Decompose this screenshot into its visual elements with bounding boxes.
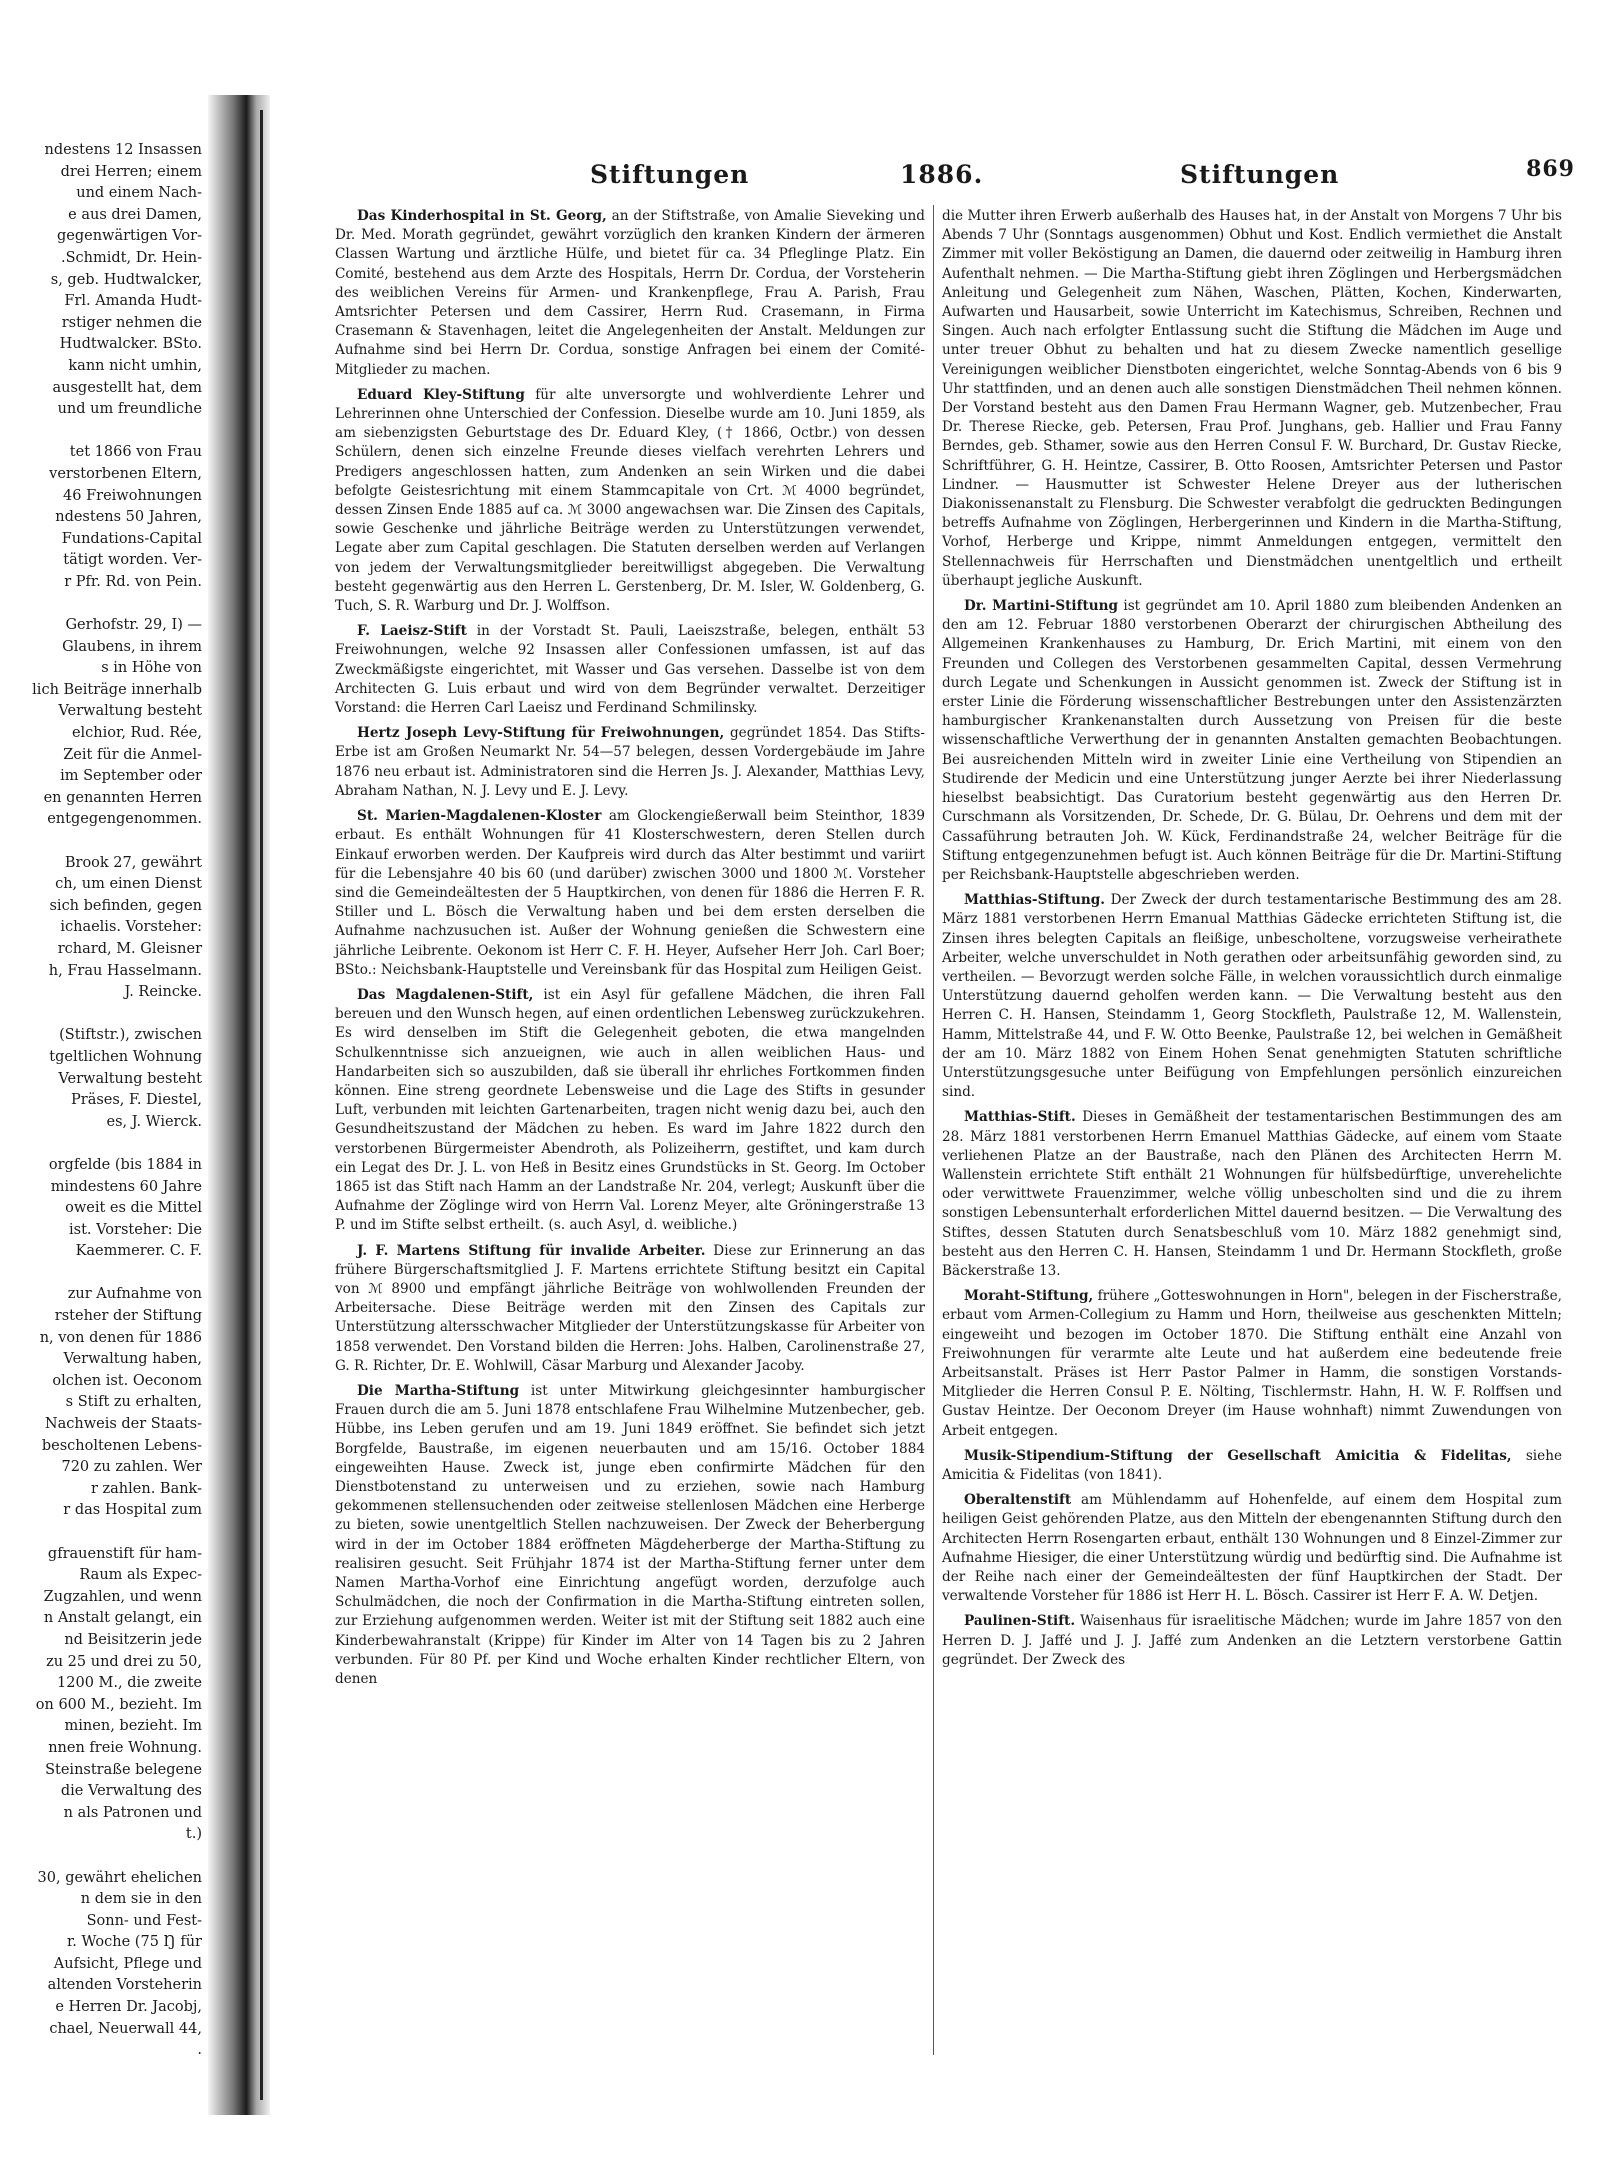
left-strip-line: orgfelde (bis 1884 in <box>48 1156 202 1173</box>
left-strip-line: bescholtenen Lebens- <box>41 1437 202 1454</box>
foundation-entry <box>942 1108 1562 1281</box>
left-strip-line: .Schmidt, Dr. Hein- <box>61 249 202 266</box>
left-strip-line: n, von denen für 1886 <box>39 1329 202 1346</box>
left-strip-line: n als Patronen und <box>63 1804 202 1821</box>
left-strip-line: olchen ist. Oeconom <box>52 1372 202 1389</box>
left-strip-line: elchior, Rud. Rée, <box>71 725 202 742</box>
left-strip-line: r. Woche (75 Ŋ für <box>66 1934 202 1951</box>
entry-heading: Paulinen-Stift. <box>964 1613 1076 1630</box>
column-divider <box>933 205 934 2055</box>
entry-text: frühere „Gotteswohnungen in Horn", belegen in der Fischerstraße, erbaut vom Armen-Collegium zu Hamm und Horn, theilweise aus geschenkten Mitteln; eingeweiht und bezogen im October 1870. Die Stiftung enthält eine Anzahl von Freiwohnungen für verarmte alte Leute und hat außerdem eine bedeutende freie Arbeitsanstalt. Präses ist Herr Pastor Palmer in Hamm, die sonstigen Vorstands-Mitglieder die Herren Consul P. E. Nölting, Tischlermstr. Hahn, H. W. F. Rolffsen und Gustav Heintze. Der Oeconom Dreyer (im Hause wohnhaft) nimmt Zuwendungen von Arbeit entgegen. <box>942 1288 1562 1439</box>
entry-heading: Musik-Stipendium-Stiftung der Gesellschaft Amicitia & Fidelitas, <box>964 1447 1512 1464</box>
left-strip-line: h, Frau Hasselmann. <box>48 962 202 979</box>
left-strip-line: tätigt worden. Ver- <box>63 552 202 569</box>
left-strip-line: Raum als Expec- <box>79 1567 202 1584</box>
left-strip-line: ch, um einen Dienst <box>55 876 202 893</box>
left-strip-line: oweit es die Mittel <box>65 1200 202 1217</box>
left-strip-line: rsteher der Stiftung <box>54 1308 202 1325</box>
left-strip-line <box>0 1846 206 1868</box>
foundation-entry <box>335 986 925 1236</box>
entry-text: ist ein Asyl für gefallene Mädchen, die ihren Fall bereuen und den Wunsch hegen, auf einen ordentlichen Lebensweg zurückzukehren. Es wird denselben im Stift die Gelegenheit geboten, die etwa mangelnden Schulkenntnisse sich anzueignen, wie auch in allen weiblichen Haus- und Handarbeiten sich so auszubilden, daß sie überall ihr ehrliches Fortkommen finden können. Eine streng geordnete Lebensweise und die Lage des Stifts in gesunder Luft, verbunden mit leichten Gartenarbeiten, tragen nicht wenig dazu bei, auch den Gesundheitszustand der Mädchen zu heben. Es ward im Jahre 1822 durch den verstorbenen Bürgermeister Abendroth, als Polizeiherrn, gestiftet, und kam durch ein Legat des Dr. J. L. von Heß in Besitz eines Grundstücks in St. Georg. Im October 1865 ist das Stift nach Hamm an der Landstraße Nr. 204, verlegt; Auskunft über die Aufnahme der Zöglinge wird von Herrn Val. Lorenz Meyer, alte Gröningerstraße 13 P. und im Stifte selbst ertheilt. (s. auch Asyl, d. weibliche.) <box>335 986 925 1234</box>
left-strip-line: Sonn- und Fest- <box>86 1912 202 1929</box>
left-strip-line: Glaubens, in ihrem <box>62 638 202 655</box>
running-head-right: Stiftungen <box>1180 160 1340 189</box>
running-head-year: 1886. <box>900 160 984 189</box>
left-strip-line: drei Herren; einem <box>60 163 202 180</box>
left-strip-line: verstorbenen Eltern, <box>49 465 202 482</box>
entry-heading: Die Martha-Stiftung <box>357 1382 520 1399</box>
left-strip-line: sich befinden, gegen <box>49 897 202 914</box>
entry-text: gegründet 1854. Das Stifts-Erbe ist am Großen Neumarkt Nr. 54—57 belegen, dessen Vordergebäude im Jahre 1876 neu erbaut ist. Administratoren sind die Herren Js. J. Alexander, Matthias Levy, Abraham Nathan, N. J. Levy und E. J. Levy. <box>335 725 925 799</box>
foundation-entry <box>335 1382 925 1689</box>
foundation-entry <box>942 891 1562 1102</box>
left-strip-line <box>0 421 206 443</box>
foundation-entry <box>942 597 1562 885</box>
entry-heading: Moraht-Stiftung, <box>964 1288 1094 1305</box>
foundation-entry <box>335 1242 925 1376</box>
foundation-entry <box>942 1612 1562 1670</box>
page-header <box>335 156 1575 198</box>
foundation-entry <box>942 1447 1562 1485</box>
left-strip-line: Gerhofstr. 29, I) — <box>65 617 202 634</box>
left-strip-line: s in Höhe von <box>101 660 202 677</box>
left-strip-line: en genannten Herren <box>43 789 202 806</box>
entry-text: siehe Amicitia & Fidelitas (von 1841). <box>942 1447 1562 1483</box>
left-strip-line: ist. Vorsteher: Die <box>69 1221 202 1238</box>
left-strip-line: Fundations-Capital <box>61 530 202 547</box>
left-strip-line: Nachweis der Staats- <box>44 1416 202 1433</box>
left-strip-line: s, geb. Hudtwalcker, <box>50 271 202 288</box>
left-strip-line: ausgestellt hat, dem <box>52 379 202 396</box>
entry-heading: Oberaltenstift <box>964 1492 1072 1509</box>
foundation-entry <box>335 207 925 380</box>
entry-text: am Glockengießerwall beim Steinthor, 1839 erbaut. Es enthält Wohnungen für 41 Klosterschwestern, deren Stellen durch Einkauf erworben werden. Der Kaufpreis wird durch das Alter bestimmt und variirt für die Lebensjahre 40 bis 60 (und darüber) zwischen 3000 und 1800 ℳ. Vorsteher sind die Gemeindeältesten der 5 Hauptkirchen, von denen für 1886 die Herren F. R. Stiller und L. Bösch die Verwaltung haben und bei dem ersten derselben die Aufnahme nachzusuchen ist. Außer der Wohnung genießen die Schwestern eine jährliche Leibrente. Oekonom ist Herr C. F. H. Heyer, Aufseher Herr Joh. Carl Boer; BSto.: Neichsbank-Hauptstelle und Vereinsbank für das Hospital zum Heiligen Geist. <box>335 808 926 978</box>
left-strip-line <box>0 593 206 615</box>
left-strip-line: J. Reincke. <box>124 984 202 1001</box>
left-strip-line: rstiger nehmen die <box>61 314 202 331</box>
left-strip-line: s Stift zu erhalten, <box>65 1394 202 1411</box>
left-strip-line: lich Beiträge innerhalb <box>32 681 202 698</box>
page-number: 869 <box>1526 156 1575 182</box>
left-strip-line: 30, gewährt ehelichen <box>37 1869 202 1886</box>
foundation-entry <box>942 1491 1562 1606</box>
left-strip-line: ndestens 50 Jahren, <box>55 509 202 526</box>
left-strip-line: Zeit für die Anmel- <box>63 746 202 763</box>
left-strip-line: (Stiftstr.), zwischen <box>59 1027 202 1044</box>
left-strip-line: entgegengenommen. <box>47 811 202 828</box>
left-strip-line: mindestens 60 Jahre <box>50 1178 202 1195</box>
left-strip-line: Präses, F. Diestel, <box>71 1092 202 1109</box>
entry-heading: F. Laeisz-Stift <box>357 623 467 640</box>
foundation-entry <box>942 1287 1562 1441</box>
entry-text: in der Vorstadt St. Pauli, Laeiszstraße, belegen, enthält 53 Freiwohnungen, welche 92 Insassen aller Confessionen umfassen, ist auf das Zweckmäßigste eingerichtet, mit Wasser und Gas versehen. Dasselbe ist von dem Architecten G. Luis erbaut und wird von dem Begründer verwaltet. Derzeitiger Vorstand: die Herren Carl Laeisz und Ferdinand Schmilinsky. <box>335 623 925 717</box>
entry-heading: Matthias-Stift. <box>964 1109 1076 1126</box>
entry-heading: St. Marien-Magdalenen-Kloster <box>357 808 602 825</box>
entry-text: Dieses in Gemäßheit der testamentarischen Bestimmungen des am 28. März 1881 verstorbenen Herrn Emanuel Matthias Gädecke, auf einem vom Staate verliehenen Platze an der Baustraße, nach den Plänen des Architecten Herrn M. Wallenstein errichtete Stift enthält 21 Wohnungen für hülfsbedürftige, unverehelichte oder verwittwete Frauenzimmer, welche völlig unbescholten sind und die zu ihrem sonstigen Lebensunterhalt erforderlichen Mittel dauernd besitzen. — Die Verwaltung des Stiftes, dessen Statuten durch Senatsbeschluß vom 10. März 1882 genehmigt sind, besteht aus den Herren C. H. Hansen, Steindamm 1 und Dr. Hermann Stockfleth, große Bäckerstraße 13. <box>942 1109 1562 1279</box>
left-strip-line: ndestens 12 Insassen <box>44 142 202 158</box>
foundation-entry <box>335 386 925 616</box>
left-strip-line <box>0 1263 206 1285</box>
left-strip-line: 46 Freiwohnungen <box>63 487 202 504</box>
left-strip-line: Verwaltung besteht <box>58 703 202 720</box>
spine-edge <box>260 110 263 2100</box>
left-strip-line: . <box>197 2042 202 2059</box>
entry-text: ist unter Mitwirkung gleichgesinnter hamburgischer Frauen durch die am 5. Juni 1878 entschlafene Frau Wilhelmine Mutzenbecher, geb. Hübbe, ins Leben gerufen und am 19. Juni 1849 eröffnet. Sie befindet sich jetzt Borgfelde, Baustraße, im eigenen neuerbauten und am 15/16. October 1884 eingeweihten Hause. Zweck ist, junge eben confirmirte Mädchen für den Dienstbotenstand zu unterweisen und zu erziehen, sowie nach Hamburg gekommenen stellensuchenden oder zeitweise stellenlosen Mädchen eine Herberge zu bieten, sowie unentgeltlich Stellen nachzuweisen. Der Zweck der Beherbergung wird in der im October 1884 eröffneten Mägdeherberge der Martha-Stiftung zu realisiren gesucht. Seit Frühjahr 1874 ist der Martha-Stiftung ferner unter dem Namen Martha-Vorhof eine Einrichtung angefügt worden, derzufolge auch Schulmädchen, die noch der Confirmation in die Martha-Stiftung eintreten sollen, zur Erziehung aufgenommen werden. Weiter ist mit der Stiftung seit 1882 auch eine Kinderbewahranstalt (Krippe) für Kinder im Alter von 14 Tagen bis zu 2 Jahren verbunden. Für 80 Pf. per Kind und Woche erhalten Kinder rechtlicher Eltern, von denen <box>335 1382 925 1688</box>
entry-heading: J. F. Martens Stiftung für invalide Arbeiter. <box>357 1242 706 1259</box>
entry-heading: Dr. Martini-Stiftung <box>964 598 1118 615</box>
left-strip-line: Zugzahlen, und wenn <box>43 1588 202 1605</box>
left-strip-line: 720 zu zahlen. Wer <box>61 1459 202 1476</box>
left-column <box>335 207 925 1695</box>
left-strip-line: Steinstraße belegene <box>45 1761 202 1778</box>
foundation-entry <box>942 207 1562 591</box>
foundation-entry <box>335 724 925 801</box>
entry-heading: Eduard Kley-Stiftung <box>357 386 525 403</box>
left-strip-line: die Verwaltung des <box>60 1783 202 1800</box>
left-strip-line: n dem sie in den <box>80 1891 202 1908</box>
left-strip-line: rchard, M. Gleisner <box>57 940 202 957</box>
left-strip-line: on 600 M., bezieht. Im <box>35 1696 202 1713</box>
left-strip-line: n Anstalt gelangt, ein <box>43 1610 202 1627</box>
left-strip-line: im September oder <box>60 768 202 785</box>
running-head-left: Stiftungen <box>590 160 750 189</box>
left-strip-line: nnen freie Wohnung. <box>48 1739 202 1756</box>
left-strip-line: Frl. Amanda Hudt- <box>64 293 202 310</box>
entry-heading: Hertz Joseph Levy-Stiftung für Freiwohnungen, <box>357 725 725 742</box>
entry-heading: Matthias-Stiftung. <box>964 892 1105 909</box>
left-strip-line: e Herren Dr. Jacobj, <box>55 1999 202 2016</box>
entry-text: die Mutter ihren Erwerb außerhalb des Hauses hat, in der Anstalt von Morgens 7 Uhr bis Abends 7 Uhr (Sonntags ausgenommen) Obhut und Kost. Endlich vermiethet die Anstalt Zimmer mit voller Beköstigung an Damen, die dauernd oder zeitweilig in Hamburg ihren Aufenthalt nehmen. — Die Martha-Stiftung giebt ihren Zöglingen und Herbergsmädchen Anleitung und Gelegenheit zum Nähen, Waschen, Plätten, Kochen, Kinderwarten, Aufwarten und Hausarbeit, sowie Unterricht im Katechismus, Schreiben, Rechnen und Singen. Auch nach erfolgter Entlassung sucht die Stiftung die Mädchen im Auge und unter treuer Obhut zu behalten und hat zu diesem Zwecke namentlich gesellige Vereinigungen weiblicher Dienstboten eingerichtet, welche Sonntag-Abends von 6 bis 9 Uhr stattfinden, und an denen auch alle sonstigen Dienstmädchen Theil nehmen können. Der Vorstand besteht aus den Damen Frau Hermann Wagner, geb. Mutzenbecher, Frau Dr. Therese Riecke, geb. Petersen, Frau Prof. Junghans, geb. Hallier und Frau Fanny Berndes, geb. Sthamer, sowie aus den Herren Consul F. W. Burchard, Dr. Gustav Riecke, Schriftführer, G. H. Heintze, Cassirer, B. Otto Roosen, Amtsrichter Petersen und Pastor Lindner. — Hausmutter ist Schwester Helene Dreyer aus der lutherischen Diakonissenanstalt zu Flensburg. Die Schwester verabfolgt die gedruckten Bedingungen betreffs Aufnahme von Zöglingen, Herbergerinnen und Kindern in die Martha-Stiftung, Vorhof, Herberge und Krippe, nimmt Anmeldungen entgegen, vermittelt den Stellennachweis für Herrschaften und Dienstmädchen unentgeltlich und ertheilt überhaupt jegliche Auskunft. <box>942 208 1562 589</box>
entry-text: ist gegründet am 10. April 1880 zum bleibenden Andenken an den am 12. Februar 1880 verstorbenen Oberarzt der chirurgischen Abtheilung des Allgemeinen Krankenhauses zu Hamburg, Dr. Erich Martini, mit einem von den Freunden und Collegen des Verstorbenen gesammelten Capital, dessen Vermehrung durch Legate und Schenkungen in Aussicht genommen ist. Zweck der Stiftung ist in erster Linie die Förderung wissenschaftlicher Bestrebungen unter den Assistenzärzten hamburgischer Krankenanstalten durch Aussetzung von Preisen für die beste wissenschaftliche Verwerthung der in genannten Anstalten gemachten Beobachtungen. Bei ausreichenden Mitteln wird in zweiter Linie eine Vertheilung von Stipendien an Studirende der Medicin und eine Unterstützung junger Aerzte bei ihrer Niederlassung hieselbst beabsichtigt. Das Curatorium besteht gegenwärtig aus den Herren Dr. Curschmann als Vorsitzenden, Dr. Schede, Dr. G. Bülau, Dr. Oehrens und dem mit der Cassaführung betrauten Joh. W. Kück, Ferdinandstraße 24, welcher Beiträge für die Stiftung entgegenzunehmen befugt ist. Auch können Beiträge für die Dr. Martini-Stiftung per Reichsbank-Hauptstelle abgeschrieben werden. <box>942 598 1562 883</box>
entry-text: Waisenhaus für israelitische Mädchen; wurde im Jahre 1857 von den Herren D. J. Jaffé und J. J. Jaffé zum Andenken an die Letztern verstorbene Gattin gegründet. Der Zweck des <box>942 1613 1562 1668</box>
left-strip-line: Verwaltung haben, <box>63 1351 202 1368</box>
left-strip-line: und um freundliche <box>57 401 202 418</box>
left-strip-line: minen, bezieht. Im <box>64 1718 202 1735</box>
left-strip-line: chael, Neuerwall 44, <box>49 2020 202 2037</box>
entry-text: Diese zur Erinnerung an das frühere Bürgerschaftsmitglied J. F. Martens errichtete Stiftung besitzt ein Capital von ℳ 8900 und empfängt jährliche Beiträge von wohlwollenden Freunden der Arbeitersache. Diese Beiträge werden mit den Zinsen des Capitals zur Unterstützung altersschwacher Mitglieder der Unterstützungskasse für Arbeiter von 1858 verwendet. Den Vorstand bilden die Herren: Johs. Halben, Carolinenstraße 27, G. R. Richter, Dr. E. Wohlwill, Cäsar Marburg und Alexander Jacoby. <box>335 1242 926 1374</box>
entry-text: Der Zweck der durch testamentarische Bestimmung des am 28. März 1881 verstorbenen Herrn Emanual Matthias Gädecke errichteten Stiftung ist, die Zinsen ihres belegten Capitals an fleißige, unbescholtene, vorzugsweise verheirathete Arbeiter, welche unverschuldet in Noth gerathen oder arbeitsunfähig geworden sind, zu vertheilen. — Bevorzugt werden solche Fälle, in welchen voraussichtlich durch einmalige Unterstützung dauernd geholfen werden kann. — Die Verwaltung besteht aus den Herren C. H. Hansen, Steindamm 1, Georg Stockfleth, Paulstraße 12, M. Wallenstein, Hamm, Mittelstraße 44, und F. W. Otto Beenke, Paulstraße 12, bei welchen in Gemäßheit der am 10. März 1882 von Einem Hohen Senat genehmigten Statuten schriftliche Unterstützungsgesuche unter Beifügung von Empfehlungen persönlich einzureichen sind. <box>942 892 1562 1101</box>
left-strip-line: tet 1866 von Frau <box>69 444 202 461</box>
foundation-entry <box>335 622 925 718</box>
left-strip-line <box>0 1004 206 1026</box>
left-strip-line: Aufsicht, Pflege und <box>53 1955 202 1972</box>
left-strip-line <box>0 831 206 853</box>
left-strip-line: tgeltlichen Wohnung <box>49 1048 202 1065</box>
left-strip-line: r das Hospital zum <box>63 1502 202 1519</box>
left-strip-line: Brook 27, gewährt <box>64 854 202 871</box>
left-strip-line: t.) <box>185 1826 202 1843</box>
left-page-strip <box>0 140 206 2059</box>
left-strip-line: nd Beisitzerin jede <box>64 1631 202 1648</box>
entry-heading: Das Magdalenen-Stift, <box>357 986 534 1003</box>
left-strip-line: Hudtwalcker. BSto. <box>59 336 202 353</box>
left-strip-line: gfrauenstift für ham- <box>47 1545 202 1562</box>
right-column <box>942 207 1562 1676</box>
left-strip-line: ichaelis. Vorsteher: <box>60 919 202 936</box>
entry-text: am Mühlendamm auf Hohenfelde, auf einem dem Hospital zum heiligen Geist gehörenden Platze, aus den Mitteln der ebengenannten Stiftung durch den Architecten Herrn Rosengarten erbaut, enthält 130 Wohnungen und 8 Einzel-Zimmer zur Aufnahme Hiesiger, die einer Unterstützung würdig und bedürftig sind. Die Aufnahme ist der Reihe nach einer der Gemeindeältesten der fünf Hauptkirchen der Stadt. Der verwaltende Vorsteher für 1886 ist Herr H. L. Bösch. Cassirer ist Herr F. A. W. Detjen. <box>942 1492 1562 1605</box>
left-strip-line: Kaemmerer. C. F. <box>75 1243 202 1260</box>
left-strip-line: zur Aufnahme von <box>67 1286 202 1303</box>
left-strip-line: Verwaltung besteht <box>58 1070 202 1087</box>
left-strip-line: gegenwärtigen Vor- <box>56 228 202 245</box>
left-strip-line <box>0 1133 206 1155</box>
entry-heading: Das Kinderhospital in St. Georg, <box>357 208 607 224</box>
right-page <box>335 156 1575 2070</box>
foundation-entry <box>335 807 925 980</box>
entry-text: für alte unversorgte und wohlverdiente Lehrer und Lehrerinnen ohne Unterschied der Confession. Dieselbe wurde am 10. Juni 1859, als am siebenzigsten Geburtstage des Dr. Eduard Kley, († 1866, Octbr.) von dessen Schülern, denen sich einzelne Freunde dieses vielfach verehrten Lehrers und Predigers angeschlossen hatten, zum Andenken an sein Wirken und die dabei befolgte Geistesrichtung mit einem Stammcapitale von Crt. ℳ 4000 begründet, dessen Zinsen Ende 1885 auf ca. ℳ 3000 angewachsen war. Die Zinsen des Capitals, sowie Geschenke und jährliche Beiträge werden zu Unterstützungen verwendet, Legate aber zum Capital geschlagen. Die Statuten derselben werden auf Verlangen von jedem der Verwaltungsmitglieder bereitwilligst abgegeben. Die Verwaltung besteht gegenwärtig aus den Herren L. Gerstenberg, Dr. M. Isler, W. Goldenberg, G. Tuch, S. R. Warburg und Dr. J. Wolffson. <box>335 386 925 615</box>
left-strip-line: r zahlen. Bank- <box>90 1480 202 1497</box>
left-strip-line: zu 25 und drei zu 50, <box>46 1653 202 1670</box>
left-strip-line: altenden Vorsteherin <box>47 1977 202 1994</box>
entry-text: an der Stiftstraße, von Amalie Sieveking und Dr. Med. Morath gegründet, gewährt vorzüglich den kranken Kindern der ärmeren Classen Wartung und ärztliche Hülfe, und bietet für ca. 34 Pfleglinge Platz. Ein Comité, bestehend aus dem Arzte des Hospitals, Herrn Dr. Cordua, der Vorsteherin des weiblichen Vereins für Armen- und Krankenpflege, Frau A. Parish, Frau Amtsrichter Petersen und dem Cassirer, Herrn Rud. Crasemann, in Firma Crasemann & Stavenhagen, leitet die Angelegenheiten der Anstalt. Meldungen zur Aufnahme sind bei Herrn Dr. Cordua, sonstige Anfragen bei einem der Comité-Mitglieder zu machen. <box>335 208 925 378</box>
left-strip-line <box>0 1522 206 1544</box>
left-strip-line: e aus drei Damen, <box>68 206 202 223</box>
left-strip-line: es, J. Wierck. <box>106 1113 202 1130</box>
left-strip-line: 1200 M., die zweite <box>57 1675 202 1692</box>
left-strip-line: und einem Nach- <box>76 185 202 202</box>
left-strip-line: r Pfr. Rd. von Pein. <box>64 573 202 590</box>
left-strip-line: kann nicht umhin, <box>68 357 202 374</box>
